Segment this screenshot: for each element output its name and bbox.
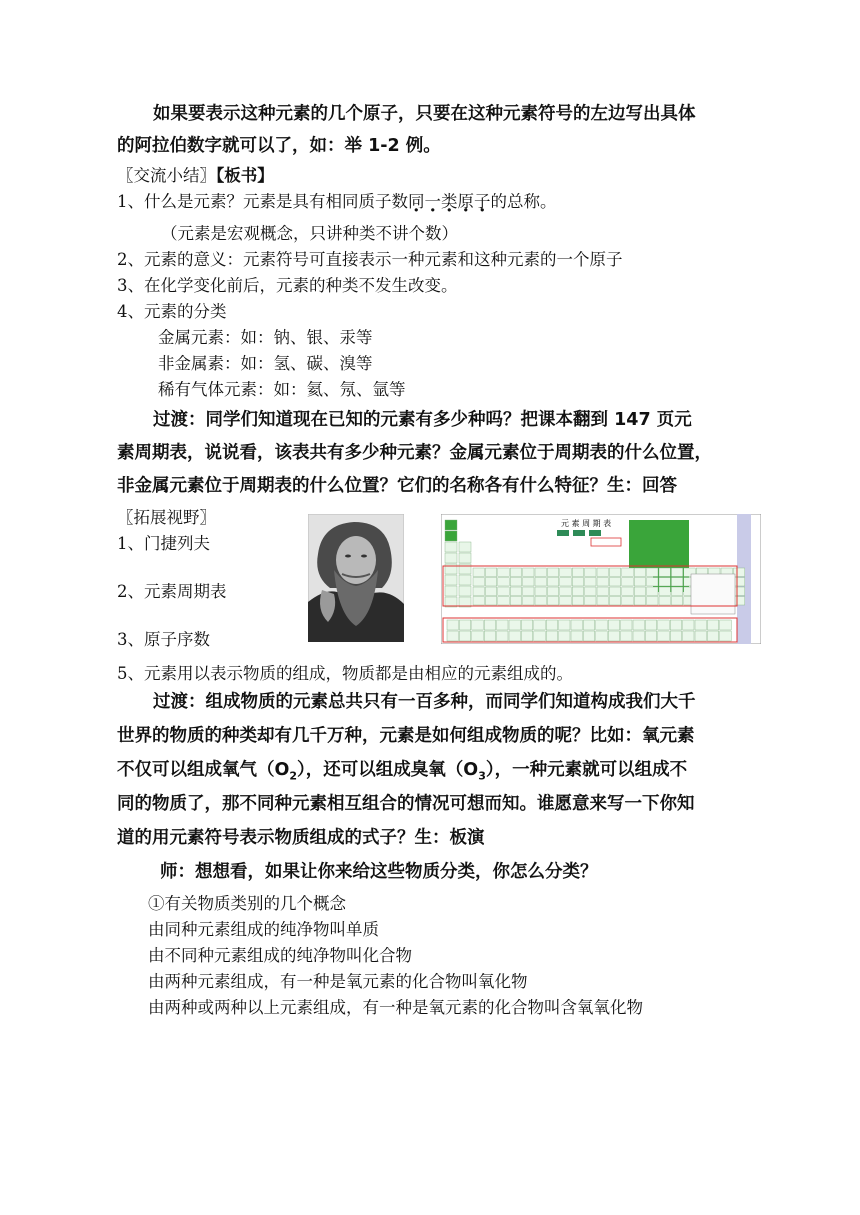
concept-item: 由不同种元素组成的纯净物叫化合物 xyxy=(148,946,412,965)
emphasis-char: 类 xyxy=(441,192,458,211)
periodic-table-image xyxy=(441,514,761,644)
paragraph-line: 过渡：同学们知道现在已知的元素有多少种吗？把课本翻到 147 页元 xyxy=(153,410,692,430)
paragraph-line: 非金属元素位于周期表的什么位置？它们的名称各有什么特征？生：回答 xyxy=(117,476,677,496)
teacher-question: 师：想想看，如果让你来给这些物质分类，你怎么分类？ xyxy=(160,862,598,882)
concept-item: 由两种元素组成，有一种是氧元素的化合物叫氧化物 xyxy=(148,972,528,991)
paragraph-line: 道的用元素符号表示物质组成的式子？生：板演 xyxy=(117,828,485,848)
list-item: 3、在化学变化前后，元素的种类不发生改变。 xyxy=(117,276,458,295)
concept-item: 由两种或两种以上元素组成，有一种是氧元素的化合物叫含氧氧化物 xyxy=(148,998,643,1017)
definition-line xyxy=(117,188,557,212)
expand-item: 1、门捷列夫 xyxy=(117,534,210,553)
paragraph-line: 同的物质了，那不同种元素相互组合的情况可想而知。谁愿意来写一下你知 xyxy=(117,794,695,814)
expand-heading: 〖拓展视野〗 xyxy=(117,508,216,527)
expand-item: 2、元素周期表 xyxy=(117,582,227,601)
emphasis-char: 同 xyxy=(408,192,425,211)
concept-item: 由同种元素组成的纯净物叫单质 xyxy=(148,920,379,939)
paragraph-line: 过渡：组成物质的元素总共只有一百多种，而同学们知道构成我们大千 xyxy=(153,692,696,712)
definition-suffix: 的总称。 xyxy=(490,192,557,211)
emphasis-char: 子 xyxy=(474,192,491,211)
subscript: 2 xyxy=(289,769,298,783)
emphasis-char: 原 xyxy=(457,192,474,211)
section-heading xyxy=(117,162,274,186)
note-line: （元素是宏观概念，只讲种类不讲个数） xyxy=(161,224,458,243)
definition-prefix: 1、什么是元素？元素是具有相同质子数 xyxy=(117,192,408,211)
summary-heading: 〖交流小结〗 xyxy=(117,166,216,185)
blackboard-heading: 【板书】 xyxy=(216,166,274,185)
text-segment: ），一种元素就可以组成不 xyxy=(485,760,688,780)
mendeleev-portrait-image xyxy=(308,514,404,642)
paragraph-line: 素周期表，说说看，该表共有多少种元素？金属元素位于周期表的什么位置， xyxy=(117,443,712,463)
emphasis-char: 一 xyxy=(424,192,441,211)
classification-item: 金属元素：如：钠、银、汞等 xyxy=(158,328,373,347)
paragraph-line: 世界的物质的种类却有几千万种，元素是如何组成物质的呢？比如：氧元素 xyxy=(117,726,695,746)
subscript: 3 xyxy=(478,769,486,783)
paragraph-line: 的阿拉伯数字就可以了，如：举 1-2 例。 xyxy=(117,136,441,156)
paragraph-line xyxy=(117,756,687,783)
classification-item: 稀有气体元素：如：氦、氖、氩等 xyxy=(158,380,406,399)
list-item: 5、元素用以表示物质的组成，物质都是由相应的元素组成的。 xyxy=(117,664,573,683)
text-segment: ），还可以组成臭氧（O xyxy=(297,760,479,780)
periodic-table-title: 元 素 周 期 表 xyxy=(561,519,612,528)
list-item: 2、元素的意义：元素符号可直接表示一种元素和这种元素的一个原子 xyxy=(117,250,623,269)
classification-item: 非金属素：如：氢、碳、溴等 xyxy=(158,354,373,373)
text-segment: 不仅可以组成氧气（O xyxy=(117,760,290,780)
paragraph-line: 如果要表示这种元素的几个原子，只要在这种元素符号的左边写出具体 xyxy=(153,104,696,124)
expand-item: 3、原子序数 xyxy=(117,630,210,649)
list-item: 4、元素的分类 xyxy=(117,302,227,321)
concepts-title: ①有关物质类别的几个概念 xyxy=(148,894,346,913)
